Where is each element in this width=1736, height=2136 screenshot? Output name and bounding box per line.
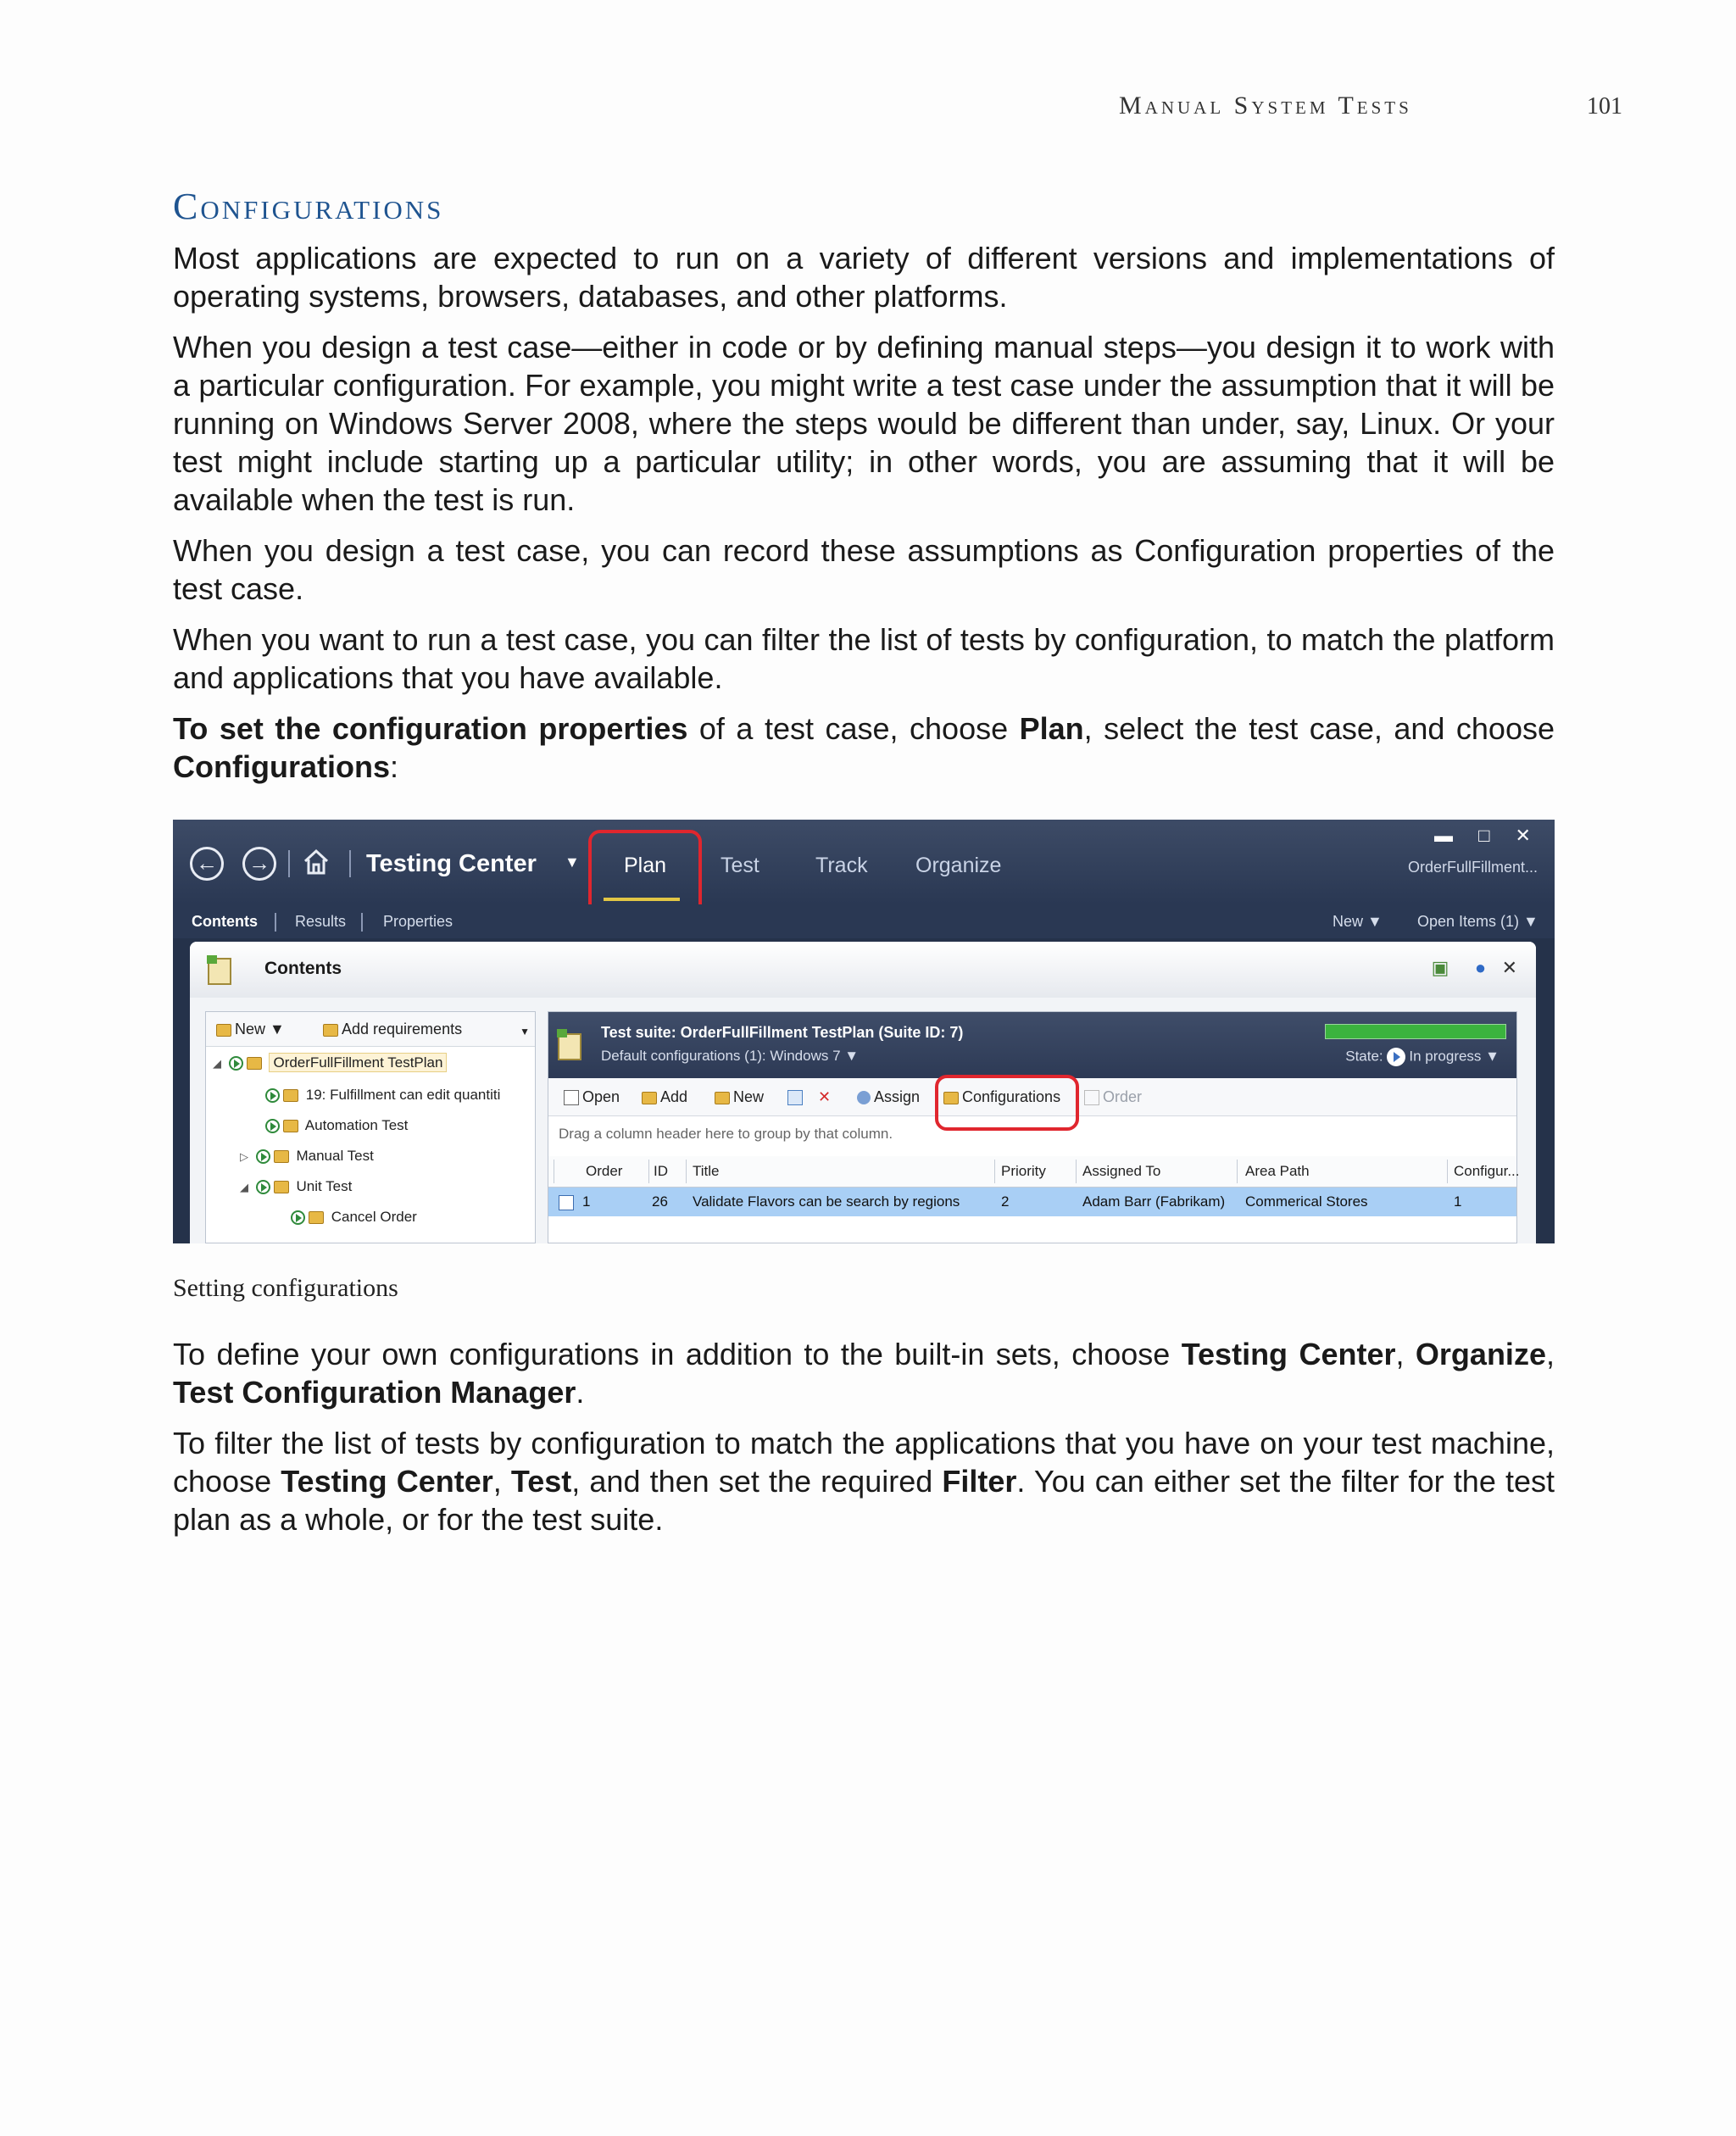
column-title[interactable]: Title [693,1163,720,1179]
page-number: 101 [1587,93,1622,120]
run-icon [265,1088,280,1103]
separator [361,913,363,932]
text: , select the test case, and choose [1083,711,1555,746]
separator [275,913,276,932]
tree-new-label: New [235,1021,266,1037]
paragraph-4: When you want to run a test case, you can filter the list of tests by configuration, to match the platform and applications that you have available. [173,622,1555,695]
run-icon [256,1149,270,1164]
column-separator [994,1160,995,1183]
cell-assigned-to: Adam Barr (Fabrikam) [1082,1193,1226,1210]
bold-text: Plan [1019,711,1084,746]
app-title: Testing Center [366,850,537,877]
paragraph-5 [173,709,1555,786]
group-by-hint: Drag a column header here to group by that column. [559,1126,893,1142]
folder-icon [274,1181,289,1193]
collapse-icon[interactable]: ◢ [240,1181,248,1193]
text: To filter the list of tests by configuration to match the applications that you have on your test machine, choose [173,1426,1555,1499]
add-button[interactable] [642,1088,687,1106]
add-requirements-label: Add requirements [342,1021,463,1037]
new-icon [715,1092,730,1104]
panel-title: Contents [264,959,342,978]
refresh-icon[interactable]: ▣ [1431,957,1449,978]
cell-area-path: Commerical Stores [1245,1193,1368,1210]
subnav-results[interactable]: Results [295,913,347,930]
column-id[interactable]: ID [654,1163,668,1179]
bold-text: Testing Center [1181,1337,1396,1371]
bold-text: Configurations [173,749,390,784]
home-icon[interactable] [302,848,331,876]
panel-actions [1432,957,1517,979]
state-label: State: [1345,1048,1383,1065]
tree-node-label: OrderFullFillment TestPlan [269,1053,447,1072]
column-separator [686,1160,687,1183]
bold-text: Testing Center [281,1464,493,1499]
tree-node-label: Manual Test [296,1148,374,1164]
suite-toolbar [548,1078,1516,1116]
assign-label: Assign [874,1088,921,1105]
open-items-label: Open Items (1) [1417,913,1520,930]
play-icon [1387,1048,1405,1066]
column-area-path[interactable]: Area Path [1245,1163,1310,1179]
column-separator [648,1160,649,1183]
project-label[interactable]: OrderFullFillment... [1407,859,1538,876]
order-icon [1084,1090,1099,1105]
state-value: In progress [1409,1048,1482,1065]
folder-icon [283,1120,298,1132]
text: . You can either set the filter for the test plan as a whole, or for the test suite. [173,1464,1555,1537]
bold-text: Test [510,1464,572,1499]
tree-node-label: Cancel Order [331,1209,417,1225]
tree-node-label: Unit Test [296,1178,353,1194]
back-button[interactable]: ← [190,847,224,881]
panel-header [190,942,1536,998]
column-separator [1076,1160,1077,1183]
tree-node-label: 19: Fulfillment can edit quantiti [305,1087,501,1103]
paragraph-3: When you design a test case, you can record these assumptions as Configuration properties of the test case. [173,533,1555,606]
subnav-properties[interactable]: Properties [383,913,453,930]
text: , and then set the required [571,1464,943,1499]
tree-new-button[interactable]: New ▼ [216,1021,285,1038]
default-configurations-label: Default configurations (1): Windows 7 [601,1048,841,1064]
run-icon [229,1056,243,1071]
paragraph-7 [173,1424,1555,1538]
column-order[interactable]: Order [586,1163,623,1179]
close-icon[interactable]: ✕ [1501,957,1517,978]
new-menu[interactable]: New ▼ [1333,913,1383,930]
window-controls[interactable]: ▬ □ ✕ [1434,825,1541,846]
bold-text: Test Configuration Manager [173,1375,576,1410]
bold-text: To set the configuration properties [173,711,688,746]
column-separator [1237,1160,1238,1183]
bold-text: Organize [1415,1337,1546,1371]
column-configurations[interactable]: Configur... [1454,1163,1520,1179]
assign-icon [857,1091,871,1104]
contents-icon [205,954,234,986]
paragraph-6 [173,1335,1555,1411]
cell-priority: 2 [1001,1193,1010,1210]
new-label: New [733,1088,765,1105]
cell-configurations: 1 [1454,1193,1462,1210]
copy-icon[interactable] [787,1088,806,1106]
new-icon [216,1024,231,1037]
tree-node[interactable] [240,1148,374,1165]
text: : [389,749,398,784]
add-label: Add [660,1088,688,1105]
open-label: Open [582,1088,620,1105]
requirements-icon [323,1024,338,1037]
subnav-contents[interactable]: Contents [192,913,258,930]
tree-node-label: Automation Test [304,1117,409,1133]
default-configurations[interactable]: Default configurations (1): Windows 7 ▼ [601,1048,860,1064]
delete-icon[interactable]: ✕ [818,1088,832,1105]
toolbar-overflow-icon[interactable]: ▼ [520,1026,530,1037]
run-icon [256,1180,270,1194]
test-case-icon [559,1195,574,1210]
new-menu-label: New [1333,913,1364,930]
tab-plan[interactable]: Plan [624,854,667,877]
bold-text: Filter [942,1464,1017,1499]
tab-test[interactable]: Test [721,854,760,877]
text: To define your own configurations in addition to the built-in sets, choose [173,1337,1182,1371]
column-priority[interactable]: Priority [1001,1163,1046,1179]
tree-node[interactable] [240,1178,352,1195]
order-button[interactable] [1084,1088,1142,1106]
cell-title: Validate Flavors can be search by regions [693,1193,960,1210]
suite-header [548,1012,1516,1078]
open-button[interactable] [564,1088,620,1106]
text: , [1545,1337,1555,1371]
text: , [1395,1337,1416,1371]
column-separator [1447,1160,1448,1183]
plan-tree [205,1011,536,1243]
paragraph-2: When you design a test case—either in code or by defining manual steps—you design it to work with a particular configuration. For example, you might write a test case under the assumption that it will be running on Windows Server 2008, where the steps would be different than under, say, Linux. Or your test might include starting up a particular utility; in other words, you are assuming that it will be available when the test is run. [173,330,1555,517]
text: of a test case, choose [687,711,1020,746]
cell-order: 1 [582,1193,591,1210]
title-bar [173,820,1555,904]
assign-button[interactable] [857,1088,920,1106]
tree-node[interactable] [265,1087,500,1104]
run-icon [291,1210,305,1225]
folder-icon [283,1089,298,1102]
page-content [173,183,1555,1551]
test-suite-pane [548,1011,1520,1243]
app-dropdown-icon[interactable]: ▼ [565,854,580,871]
suite-title: Test suite: OrderFullFillment TestPlan (Suite ID: 7) [601,1024,964,1041]
tree-node[interactable] [291,1209,417,1226]
sub-navigation [173,904,1555,938]
expand-icon[interactable]: ▷ [240,1150,248,1163]
new-button[interactable] [715,1088,764,1106]
order-label: Order [1103,1088,1143,1105]
configurations-label: Configurations [962,1088,1061,1105]
tab-organize[interactable]: Organize [915,854,1002,877]
running-head [1119,92,1622,125]
highlight-configurations [935,1075,1079,1131]
suite-icon [555,1027,584,1061]
text: , [492,1464,511,1499]
add-requirements-button[interactable] [323,1021,462,1038]
figure-screenshot [173,820,1555,1243]
column-assigned-to[interactable]: Assigned To [1082,1163,1161,1179]
suite-state[interactable]: State: In progress ▼ [1345,1048,1500,1066]
help-icon[interactable]: ● [1474,957,1487,978]
collapse-icon[interactable]: ◢ [213,1057,221,1070]
cell-id: 26 [652,1193,668,1210]
grid-header [548,1156,1520,1188]
tree-node[interactable] [265,1117,408,1134]
add-icon [642,1092,657,1104]
section-title: Configurations [173,186,444,227]
folder-icon [274,1150,289,1163]
folder-icon [247,1057,262,1070]
row-icon [559,1193,577,1210]
separator [288,850,290,877]
tree-toolbar [206,1012,535,1047]
paragraph-1: Most applications are expected to run on a variety of different versions and implementations of operating systems, browsers, databases, and other platforms. [173,241,1555,314]
run-icon [265,1119,280,1133]
contents-panel [190,942,1536,1243]
open-icon [564,1090,579,1105]
separator [349,850,351,877]
tree-node-root[interactable] [213,1054,447,1071]
open-items-menu[interactable]: Open Items (1) ▼ [1417,913,1538,930]
text: . [576,1375,585,1410]
running-title: Manual System Tests [1119,92,1412,120]
figure-caption: Setting configurations [173,1274,398,1302]
tab-track[interactable]: Track [815,854,868,877]
copy-glyph [787,1090,803,1105]
suite-progress-bar [1325,1024,1506,1039]
folder-icon [309,1211,324,1224]
forward-button[interactable]: → [242,847,276,881]
table-row[interactable] [548,1188,1516,1216]
